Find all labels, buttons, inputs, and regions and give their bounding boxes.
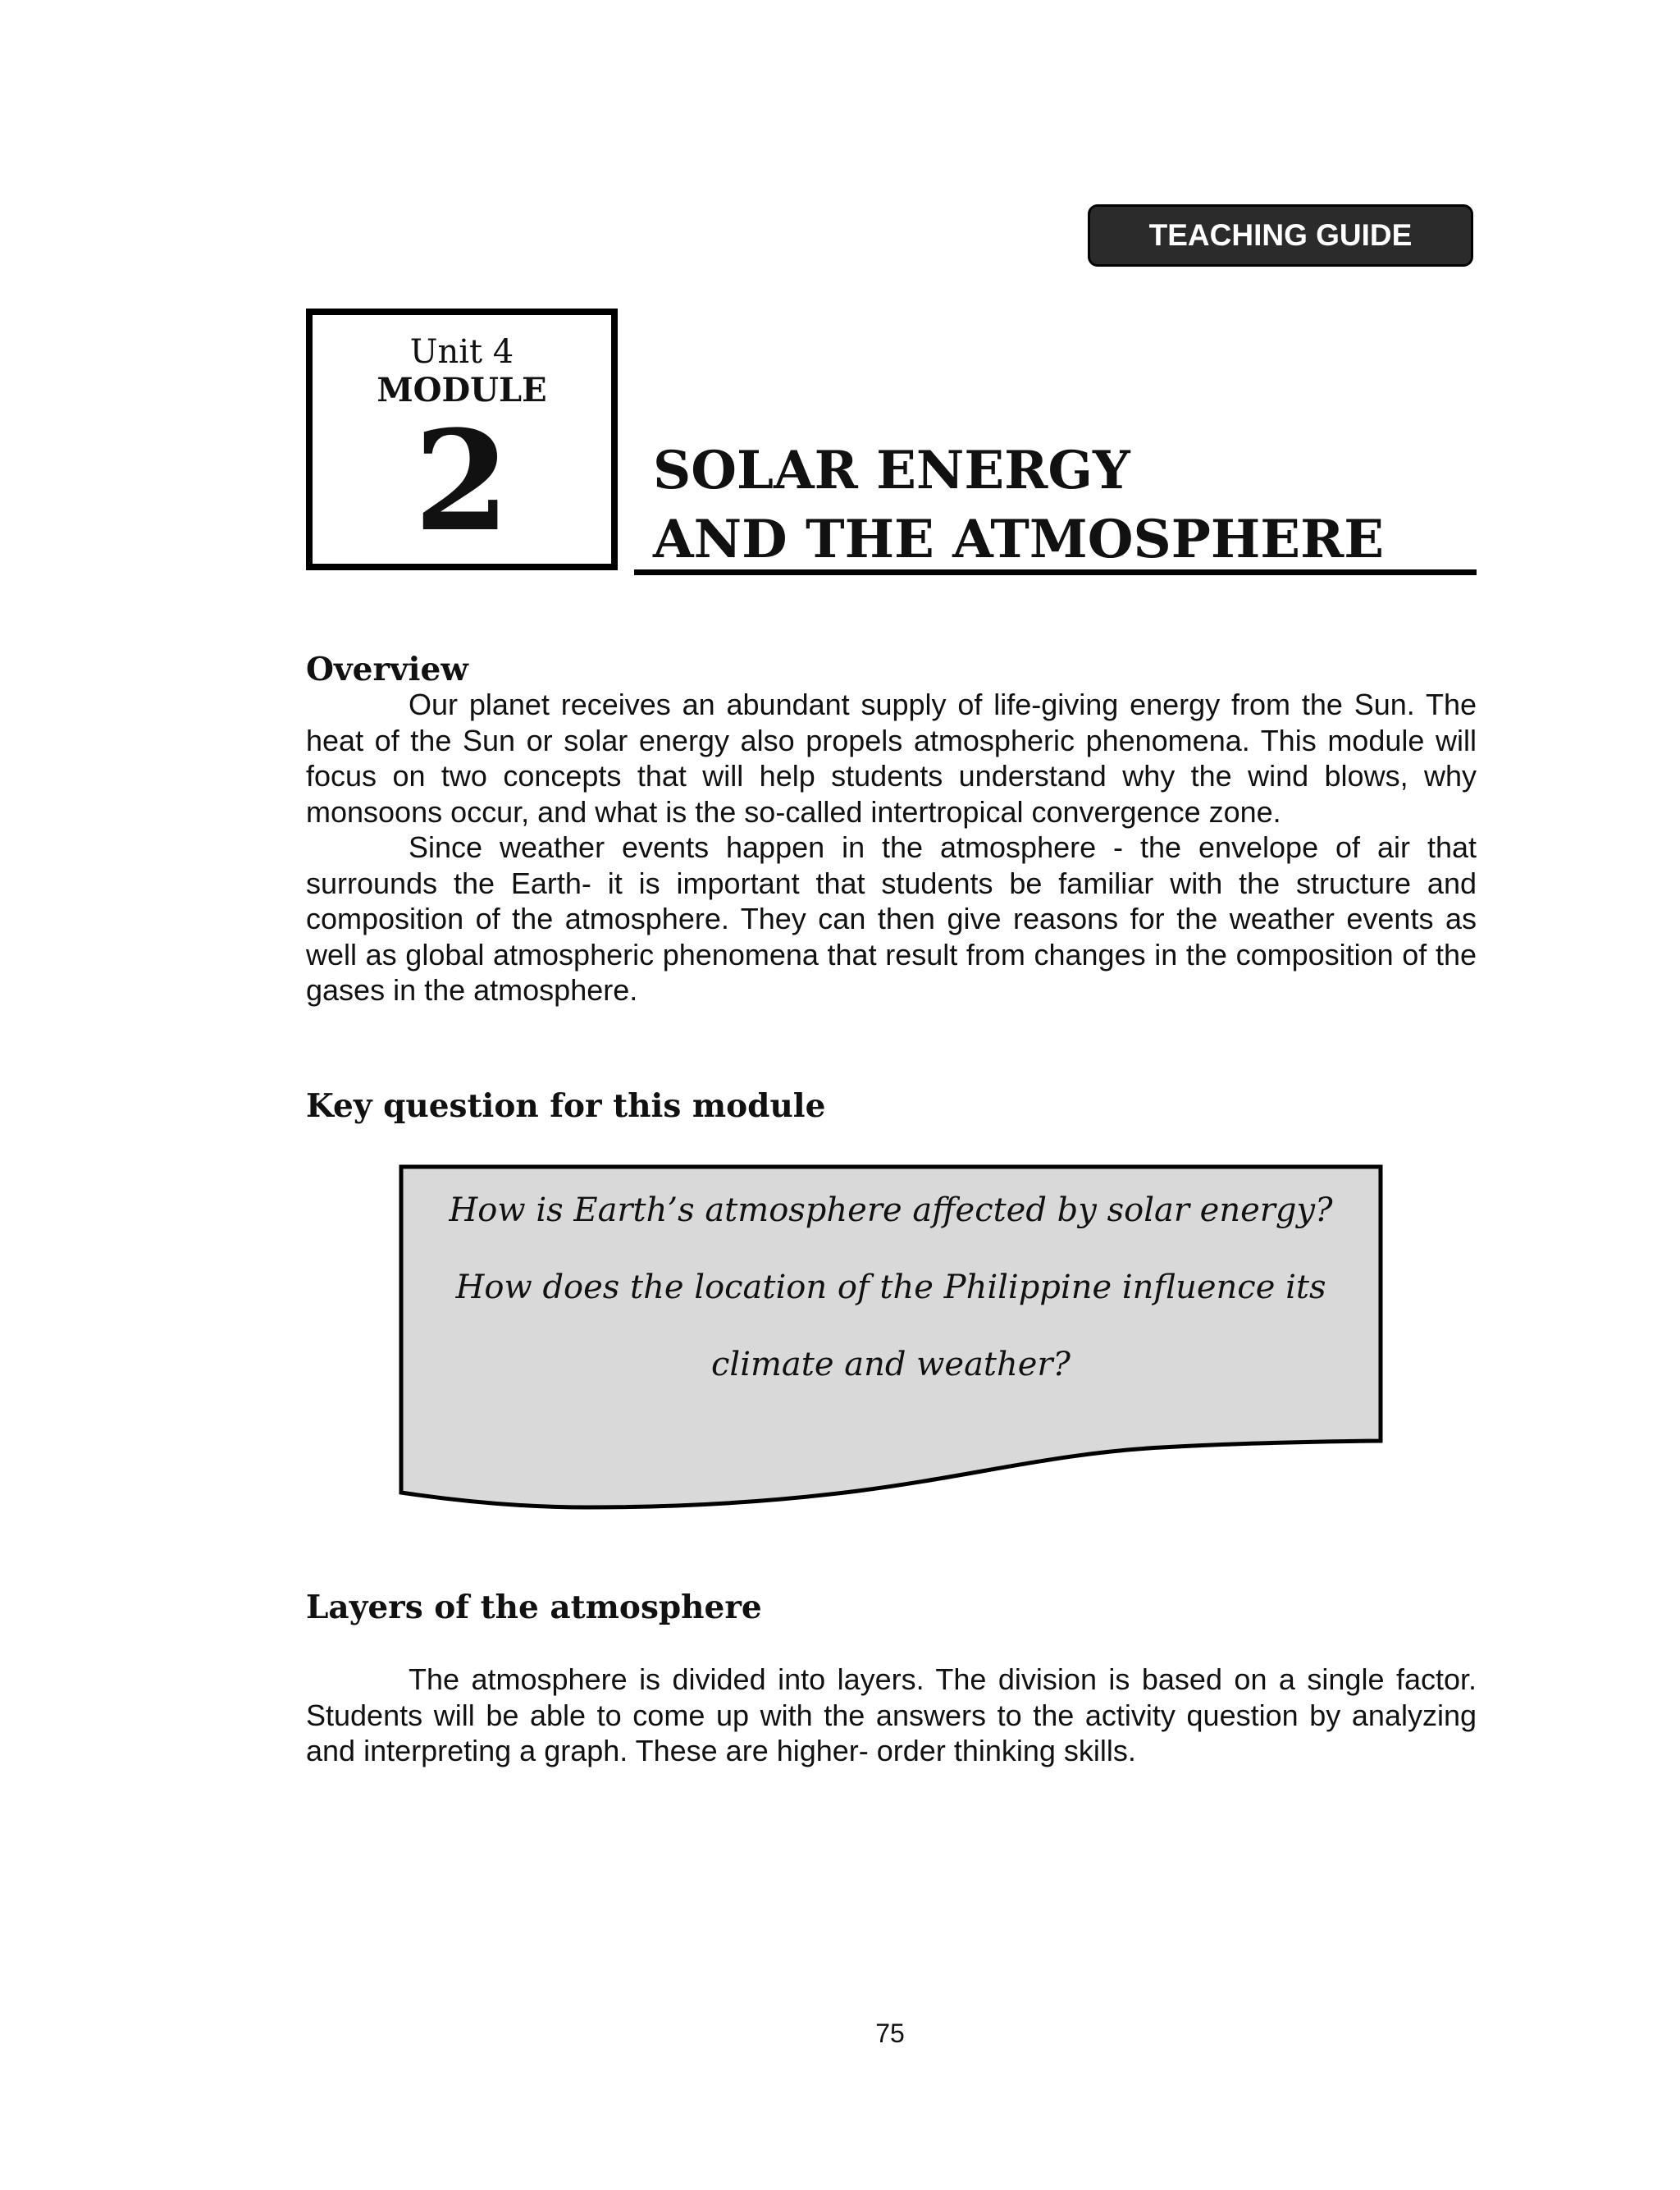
title-line-2: AND THE ATMOSPHERE [653, 509, 1385, 570]
module-number: 2 [413, 400, 510, 562]
page-number: 75 [875, 2019, 905, 2048]
page-title [653, 437, 1384, 574]
layers-body [306, 1662, 1477, 1769]
title-line-1: SOLAR ENERGY [653, 440, 1130, 501]
overview-paragraph-1: Our planet receives an abundant supply of life-giving energy from the Sun. The heat of the Sun or solar energy also propels atmospheric phenomena. This module will focus on two concepts that will help students understand why the wind blows, why monsoons occur, and what is the so-called intertropical convergence zone. [306, 688, 1477, 829]
overview-heading: Overview [306, 651, 468, 688]
teaching-guide-label: TEACHING GUIDE [1148, 218, 1413, 252]
unit-label: Unit 4 [409, 333, 514, 371]
key-question-text [399, 1164, 1383, 1403]
overview-body [306, 687, 1477, 1008]
overview-paragraph-2: Since weather events happen in the atmosphere - the envelope of air that surrounds the Earth- it is important that students be familiar with the structure and composition of the atmosphere. They can then give reasons for the weather events as well as global atmospheric phenomena that result from changes in the composition of the gases in the atmosphere. [306, 830, 1477, 1007]
key-question-line-1: How is Earth’s atmosphere affected by solar energy? [449, 1191, 1333, 1229]
key-question-line-2: How does the location of the Philippine influence its [455, 1269, 1326, 1306]
key-question-box [399, 1164, 1383, 1517]
module-box [306, 309, 618, 570]
key-question-line-3: climate and weather? [711, 1346, 1071, 1383]
layers-heading: Layers of the atmosphere [306, 1589, 762, 1626]
layers-paragraph: The atmosphere is divided into layers. The division is based on a single factor. Students will be able to come up with the answers to the activity question by analyzing and interpreting a graph. These are higher- order thinking skills. [306, 1662, 1477, 1767]
title-underline [634, 569, 1477, 575]
module-label: MODULE [377, 371, 547, 409]
teaching-guide-badge [1088, 204, 1473, 267]
key-question-heading: Key question for this module [306, 1087, 826, 1125]
